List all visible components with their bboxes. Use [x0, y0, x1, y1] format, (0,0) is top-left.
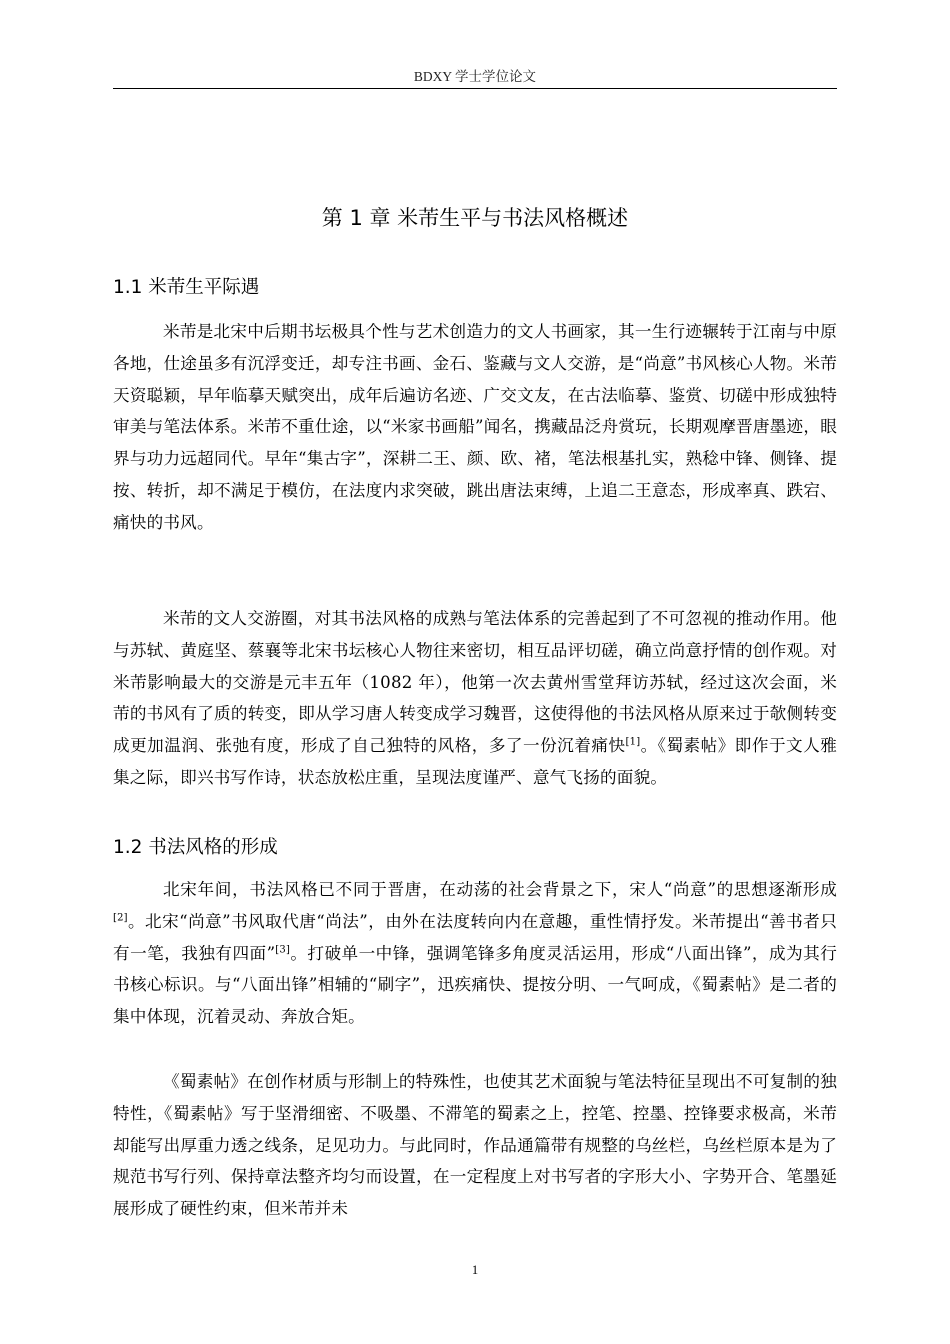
paragraph-text: 《蜀素帖》在创作材质与形制上的特殊性，也使其艺术面貌与笔法特征呈现出不可复制的独特性，《蜀素帖》写于坚滑细密、不吸墨、不滞笔的蜀素之上，控笔、控墨、控锋要求极高，米芾却能写出厚重力透之线条，足见功力。与此同时，作品通篇带有规整的乌丝栏，乌丝栏原本是为了规范书写行列、保持章法整齐均匀而设置，在一定程度上对书写者的字形大小、字势开合、笔墨延展形成了硬性约束，但米芾并未	[113, 1072, 837, 1219]
paragraph	[113, 603, 837, 794]
page-number: 1	[471, 1263, 479, 1277]
paragraph	[113, 1066, 837, 1225]
citation-marker: [2]	[113, 912, 128, 924]
section-heading-1-1: 1.1 米芾生平际遇	[113, 277, 260, 298]
running-header: BDXY 学士学位论文	[413, 69, 537, 84]
paragraph-text: 。北宋“尚意”书风取代唐“尚法”，由外在法度转向内在意趣，重性情抒发。米芾提出“善书者只有一笔，我独有四面”	[113, 911, 837, 963]
paragraph-text: 米芾是北宋中后期书坛极具个性与艺术创造力的文人书画家，其一生行迹辗转于江南与中原各地，仕途虽多有沉浮变迁，却专注书画、金石、鉴藏与文人交游，是“尚意”书风核心人物。米芾天资聪颖，早年临摹天赋突出，成年后遍访名迹、广交文友，在古法临摹、鉴赏、切磋中形成独特审美与笔法体系。米芾不重仕途，以“米家书画船”闻名，携藏品泛舟赏玩，长期观摩晋唐墨迹，眼界与功力远超同代。早年“集古字”，深耕二王、颜、欧、褚，笔法根基扎实，熟稔中锋、侧锋、提按、转折，却不满足于模仿，在法度内求突破，跳出唐法束缚，上追二王意态，形成率真、跌宕、痛快的书风。	[113, 322, 837, 532]
paragraph	[113, 316, 837, 539]
section-heading-1-2: 1.2 书法风格的形成	[113, 837, 278, 858]
paragraph	[113, 874, 837, 1033]
citation-marker: [1]	[625, 736, 641, 748]
chapter-title: 第 1 章 米芾生平与书法风格概述	[321, 206, 629, 230]
header-rule	[113, 88, 837, 89]
paragraph-text: 北宋年间，书法风格已不同于晋唐，在动荡的社会背景之下，宋人“尚意”的思想逐渐形成	[163, 880, 837, 899]
paragraph-text: 。《蜀素帖》即作于文人雅集之际，即兴书写作诗，状态放松庄重，呈现法度谨严、意气飞扬的面貌。	[113, 736, 838, 787]
citation-marker: [3]	[275, 944, 291, 956]
paragraph-text: 。打破单一中锋，强调笔锋多角度灵活运用，形成“八面出锋”，成为其行书核心标识。与“八面出锋”相辅的“刷字”，迅疾痛快、提按分明、一气呵成，《蜀素帖》是二者的集中体现，沉着灵动、奔放合矩。	[113, 943, 837, 1027]
paragraph-text: 米芾的文人交游圈，对其书法风格的成熟与笔法体系的完善起到了不可忽视的推动作用。他与苏轼、黄庭坚、蔡襄等北宋书坛核心人物往来密切，相互品评切磋，确立尚意抒情的创作观。对米芾影响最大的交游是元丰五年（1082 年），他第一次去黄州雪堂拜访苏轼，经过这次会面，米芾的书风有了质的转变，即从学习唐人转变成学习魏晋，这使得他的书法风格从原来过于欹侧转变成更加温润、张弛有度，形成了自己独特的风格，多了一份沉着痛快	[113, 609, 837, 756]
